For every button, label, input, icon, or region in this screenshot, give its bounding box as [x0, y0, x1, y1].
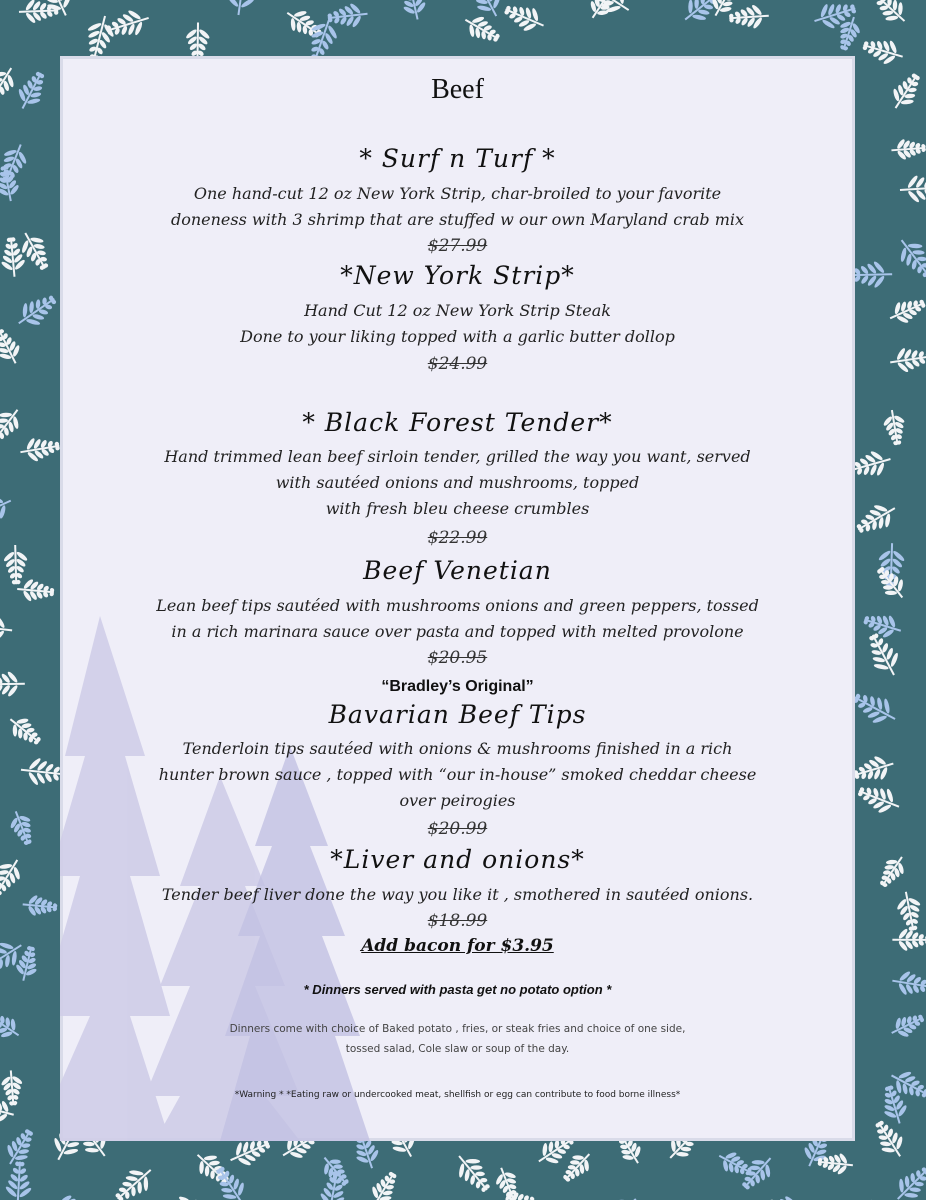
pasta-note: * Dinners served with pasta get no potato option *: [303, 982, 612, 997]
price-value: $27.99: [427, 236, 488, 256]
description-line: with sautéed onions and mushrooms, topped: [275, 473, 640, 492]
dish-price: [60, 528, 855, 548]
dish-tagline: “Bradley’s Original”: [381, 678, 534, 695]
menu-content: [60, 56, 855, 1141]
dish-name: *Liver and onions*: [330, 845, 585, 874]
dish-description: [90, 444, 825, 522]
description-line: Lean beef tips sautéed with mushrooms onions and green peppers, tossed: [156, 596, 759, 615]
description-line: in a rich marinara sauce over pasta and topped with melted provolone: [171, 622, 744, 641]
description-line: with fresh bleu cheese crumbles: [325, 499, 590, 518]
sides-line: tossed salad, Cole slaw or soup of the day.: [345, 1043, 570, 1055]
page-title: Beef: [431, 74, 484, 105]
addon-note: Add bacon for $3.95: [361, 936, 554, 956]
warning-note: *Warning * *Eating raw or undercooked meat, shellfish or egg can contribute to food borne illness*: [234, 1090, 681, 1100]
sides-note: [140, 1019, 775, 1059]
dish-description: [90, 593, 825, 645]
description-line: Done to your liking topped with a garlic butter dollop: [240, 327, 675, 346]
description-line: Tenderloin tips sautéed with onions & mushrooms finished in a rich: [182, 739, 733, 758]
dish-name: Beef Venetian: [363, 556, 552, 585]
description-line: doneness with 3 shrimp that are stuffed w our own Maryland crab mix: [170, 210, 745, 229]
description-line: hunter brown sauce , topped with “our in-house” smoked cheddar cheese: [158, 765, 757, 784]
price-value: $22.99: [427, 528, 488, 548]
dish-price: [60, 911, 855, 931]
dish-name: * Surf n Turf *: [359, 144, 556, 173]
description-line: Hand Cut 12 oz New York Strip Steak: [304, 301, 611, 320]
dish-description: [90, 181, 825, 233]
price-value: $24.99: [427, 354, 488, 374]
sides-line: Dinners come with choice of Baked potato , fries, or steak fries and choice of one side,: [229, 1023, 686, 1035]
description-line: over peirogies: [399, 791, 516, 810]
dish-description: [90, 736, 825, 814]
dish-description: [90, 298, 825, 350]
dish-name: * Black Forest Tender*: [302, 408, 613, 437]
price-value: $18.99: [427, 911, 488, 931]
dish-description: [90, 882, 825, 908]
dish-name: Bavarian Beef Tips: [328, 700, 587, 729]
dish-name: *New York Strip*: [340, 261, 575, 290]
description-line: Tender beef liver done the way you like it , smothered in sautéed onions.: [161, 885, 754, 904]
price-value: $20.95: [427, 648, 488, 668]
dish-price: [60, 648, 855, 668]
dish-price: [60, 819, 855, 839]
price-value: $20.99: [427, 819, 488, 839]
menu-page: [60, 56, 855, 1141]
description-line: Hand trimmed lean beef sirloin tender, grilled the way you want, served: [164, 447, 751, 466]
dish-price: [60, 236, 855, 256]
dish-price: [60, 354, 855, 374]
description-line: One hand-cut 12 oz New York Strip, char-broiled to your favorite: [193, 184, 722, 203]
